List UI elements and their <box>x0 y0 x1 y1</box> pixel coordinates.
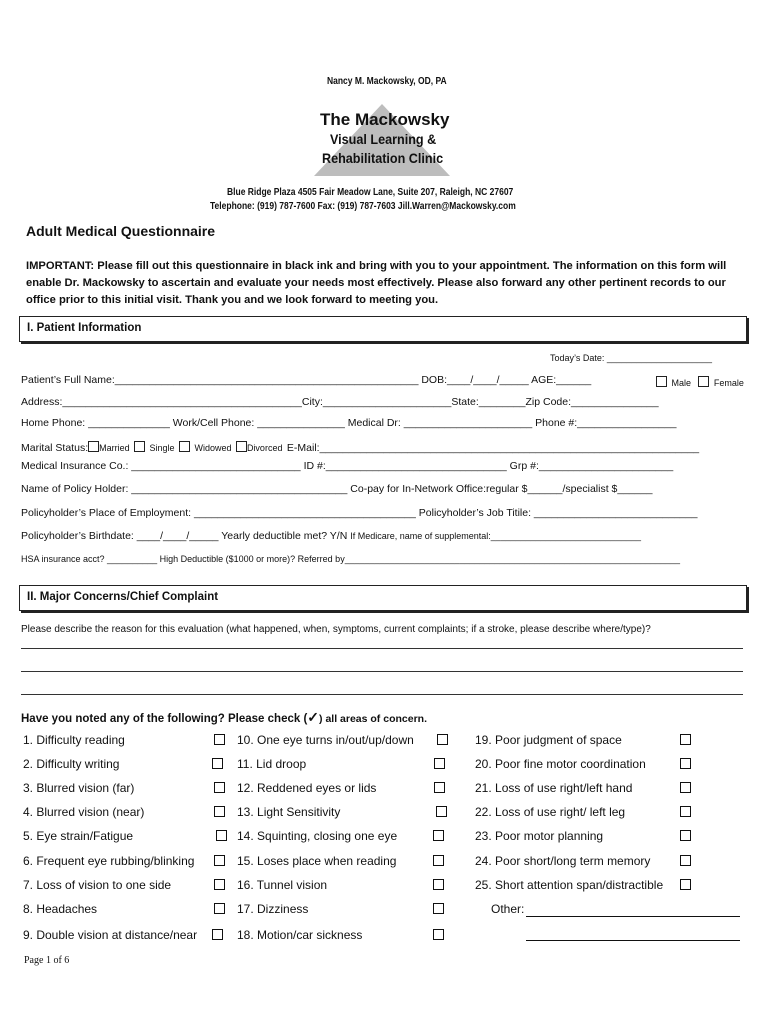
concern-item-label: 15. Loses place when reading <box>237 854 397 868</box>
hsa-row[interactable]: HSA insurance acct? __________ High Deductible ($1000 or more)? Referred by___________________________________________________________________ <box>21 554 681 564</box>
marital-label: Marital Status: <box>21 442 89 454</box>
female-checkbox[interactable] <box>698 376 709 387</box>
concern-checkbox[interactable] <box>214 903 225 914</box>
email-field[interactable]: E-Mail:_________________________________________________________________ <box>286 442 700 454</box>
male-label: Male <box>671 378 691 388</box>
employment-row[interactable]: Policyholder’s Place of Employment: ______________________________________ Policyholder’s Job Titile: ____________________________ <box>21 507 698 519</box>
concern-item-label: 14. Squinting, closing one eye <box>237 829 398 843</box>
concern-item-label: 12. Reddened eyes or lids <box>237 781 377 795</box>
page-title: Adult Medical Questionnaire <box>26 223 216 239</box>
widowed-checkbox[interactable] <box>179 441 190 452</box>
divorced-checkbox[interactable] <box>236 441 247 452</box>
divorced-label: Divorced <box>246 443 283 453</box>
sex-options <box>656 373 744 391</box>
concern-item-label: 25. Short attention span/distractible <box>475 878 664 892</box>
clinic-contact: Telephone: (919) 787-7600 Fax: (919) 787-7603 Jill.Warren@Mackowsky.com <box>210 201 516 212</box>
female-label: Female <box>713 378 744 388</box>
male-checkbox[interactable] <box>656 376 667 387</box>
insurance-row[interactable]: Medical Insurance Co.: _____________________________ ID #:_______________________________ Grp #:_______________________ <box>21 460 674 472</box>
clinic-name-line1: The Mackowsky <box>320 110 450 129</box>
concern-checkbox[interactable] <box>680 806 691 817</box>
other-label: Other: <box>491 902 525 916</box>
concern-item-label: 7. Loss of vision to one side <box>23 878 172 892</box>
concern-checkbox[interactable] <box>214 806 225 817</box>
concern-checkbox[interactable] <box>436 806 447 817</box>
concern-item-label: 8. Headaches <box>23 902 98 916</box>
concern-item-label: 11. Lid droop <box>237 757 307 771</box>
concern-item-label: 2. Difficulty writing <box>23 757 120 771</box>
other-line-2[interactable] <box>526 940 740 941</box>
address-row[interactable]: Address:_________________________________________City:______________________State:________Zip Code:_______________ <box>21 396 659 408</box>
answer-line-1[interactable] <box>21 648 743 649</box>
concern-item-label: 20. Poor fine motor coordination <box>475 757 646 771</box>
concern-checkbox[interactable] <box>212 929 223 940</box>
concern-item-label: 6. Frequent eye rubbing/blinking <box>23 854 195 868</box>
concern-checkbox[interactable] <box>433 903 444 914</box>
other-line-1[interactable] <box>526 916 740 917</box>
concern-checkbox[interactable] <box>433 879 444 890</box>
concern-item-label: 16. Tunnel vision <box>237 878 328 892</box>
concern-checkbox[interactable] <box>680 879 691 890</box>
doctor-name: Nancy M. Mackowsky, OD, PA <box>327 76 447 87</box>
concern-checkbox[interactable] <box>434 758 445 769</box>
concern-item-label: 23. Poor motor planning <box>475 829 604 843</box>
concern-checkbox[interactable] <box>433 830 444 841</box>
concern-checkbox[interactable] <box>680 855 691 866</box>
important-note: IMPORTANT: Please fill out this questionnaire in black ink and bring with you to your appointment. The information on this form will enable Dr. Mackowsky to ascertain and evaluate your needs most effectively. Please also forward any other pertinent records to our office prior to this initial visit. Thank you and we look forward to meeting you. <box>26 260 727 306</box>
concern-checkbox[interactable] <box>214 782 225 793</box>
concern-checkbox[interactable] <box>437 734 448 745</box>
concern-item-label: 22. Loss of use right/ left leg <box>475 805 626 819</box>
marital-status-row <box>21 438 699 456</box>
concern-checkbox[interactable] <box>212 758 223 769</box>
single-checkbox[interactable] <box>134 441 145 452</box>
todays-date-field[interactable]: Today’s Date: _____________________ <box>550 353 712 363</box>
concern-item-label: 3. Blurred vision (far) <box>23 781 135 795</box>
concern-item-label: 17. Dizziness <box>237 902 309 916</box>
birthdate-row[interactable] <box>21 530 641 542</box>
widowed-label: Widowed <box>194 443 232 453</box>
clinic-address: Blue Ridge Plaza 4505 Fair Meadow Lane, Suite 207, Raleigh, NC 27607 <box>227 187 514 198</box>
answer-line-3[interactable] <box>21 694 743 695</box>
check-prompt-start: Have you noted any of the following? Please check ( <box>21 713 308 725</box>
concern-checkbox[interactable] <box>680 782 691 793</box>
concern-item-label: 4. Blurred vision (near) <box>23 805 145 819</box>
concern-checkbox[interactable] <box>433 855 444 866</box>
concern-item-label: 1. Difficulty reading <box>23 733 125 747</box>
birthdate-field[interactable]: Policyholder’s Birthdate: ____/____/_____ Yearly deductible met? Y/N <box>21 530 348 542</box>
concern-checkbox[interactable] <box>216 830 227 841</box>
concern-checkbox[interactable] <box>680 758 691 769</box>
phone-row[interactable]: Home Phone: ______________ Work/Cell Phone: _______________ Medical Dr: ______________________ Phone #:_________________ <box>21 417 677 429</box>
concern-checkbox[interactable] <box>680 734 691 745</box>
concern-checkbox[interactable] <box>434 782 445 793</box>
concern-checkbox[interactable] <box>214 734 225 745</box>
section-title: II. Major Concerns/Chief Complaint <box>27 591 219 603</box>
concern-item-label: 19. Poor judgment of space <box>475 733 622 747</box>
single-label: Single <box>149 443 175 453</box>
check-prompt-end: ) all areas of concern. <box>319 713 427 725</box>
concern-checkbox[interactable] <box>680 830 691 841</box>
concern-item-label: 24. Poor short/long term memory <box>475 854 651 868</box>
married-label: Married <box>99 443 130 453</box>
concern-checkbox[interactable] <box>214 879 225 890</box>
medicare-field[interactable]: If Medicare, name of supplemental:______________________________ <box>350 531 641 541</box>
concern-item-label: 9. Double vision at distance/near <box>23 928 198 942</box>
concern-item-label: 18. Motion/car sickness <box>237 928 363 942</box>
checkmark-icon: ✓ <box>307 709 320 725</box>
answer-line-2[interactable] <box>21 671 743 672</box>
concern-item-label: 13. Light Sensitivity <box>237 805 341 819</box>
concern-item-label: 5. Eye strain/Fatigue <box>23 829 134 843</box>
concern-checkbox[interactable] <box>433 929 444 940</box>
reason-prompt: Please describe the reason for this evaluation (what happened, when, symptoms, current complaints; if a stroke, please describe where/type)? <box>21 624 651 635</box>
policy-holder-row[interactable]: Name of Policy Holder: _____________________________________ Co-pay for In-Network Office:regular $______/specialist $______ <box>21 483 653 495</box>
name-dob-age-row[interactable]: Patient’s Full Name:____________________________________________________ DOB:____/____/_____ AGE:______ <box>21 374 592 386</box>
concern-checkbox[interactable] <box>214 855 225 866</box>
section-title: I. Patient Information <box>27 322 142 334</box>
section-patient-information <box>19 316 747 342</box>
clinic-name-line3: Rehabilitation Clinic <box>322 150 444 166</box>
married-checkbox[interactable] <box>88 441 99 452</box>
concern-item-label: 21. Loss of use right/left hand <box>475 781 633 795</box>
section-major-concerns <box>19 585 747 611</box>
page-number: Page 1 of 6 <box>24 955 70 966</box>
clinic-name-line2: Visual Learning & <box>330 131 437 147</box>
concern-item-label: 10. One eye turns in/out/up/down <box>237 733 414 747</box>
check-prompt <box>21 709 427 726</box>
